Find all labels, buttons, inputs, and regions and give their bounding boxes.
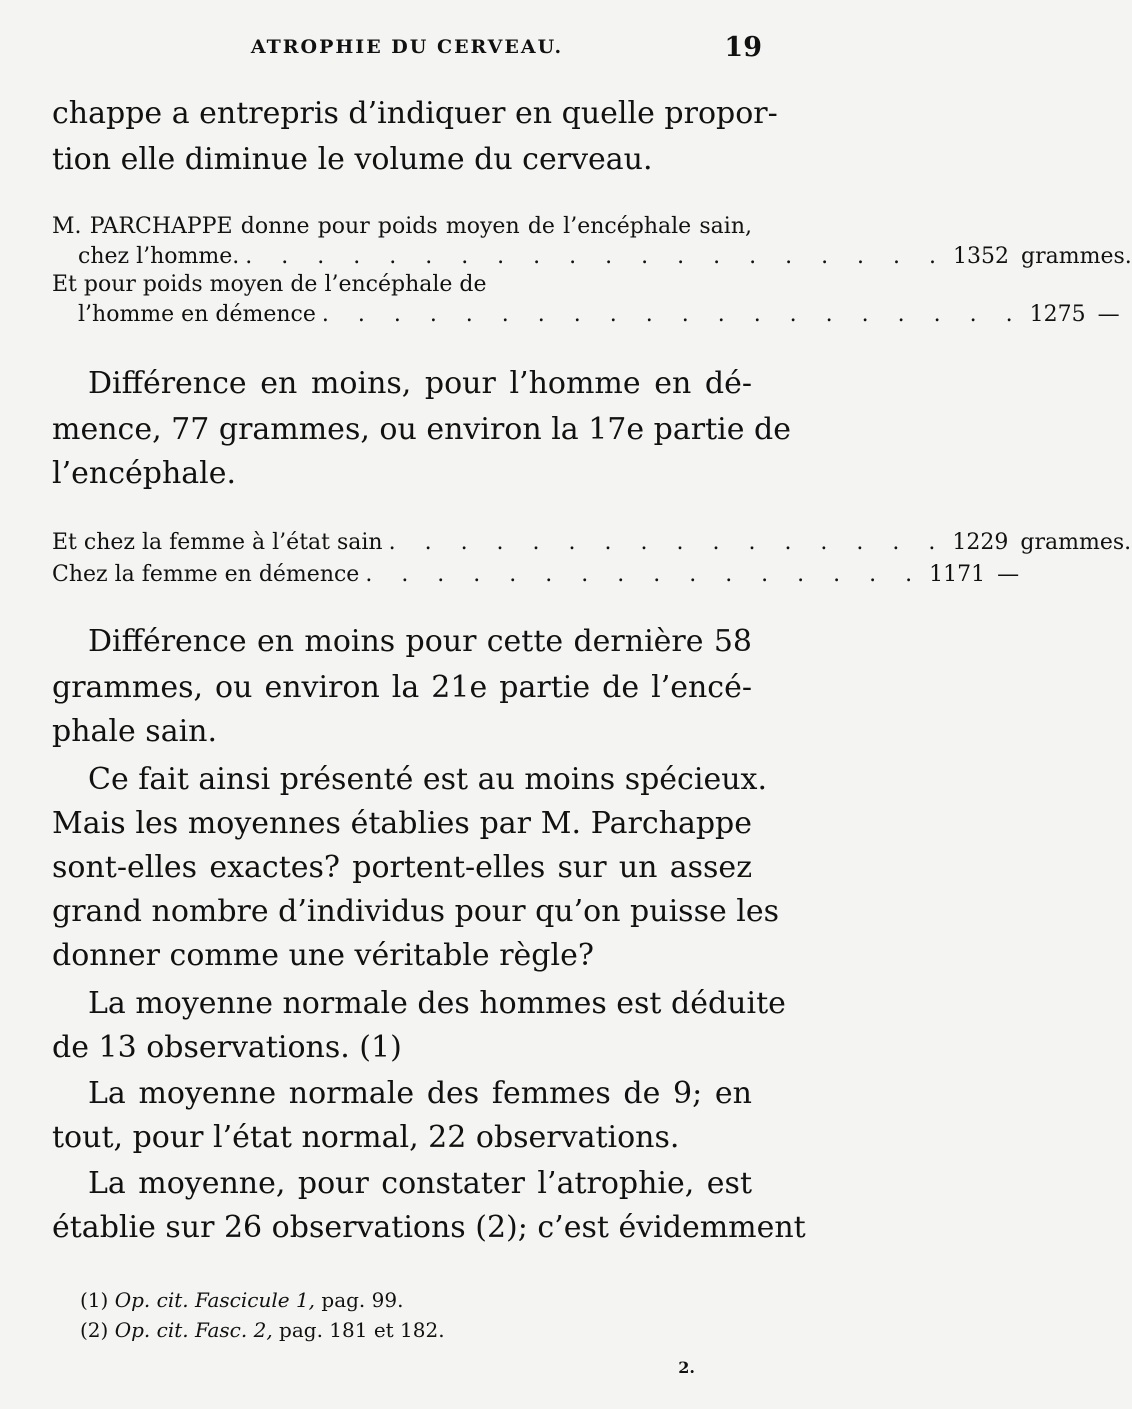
body-line: Différence en moins pour cette dernière 58 xyxy=(88,624,752,659)
footnote-rest: pag. 181 et 182. xyxy=(279,1318,445,1342)
row-label: l’homme en démence xyxy=(78,302,316,327)
footnote-work: Fasc. 2, xyxy=(194,1318,273,1342)
footnote-2 xyxy=(80,1318,445,1342)
body-line: tion elle diminue le volume du cerveau. xyxy=(52,142,653,177)
row-label: Chez la femme en démence xyxy=(52,562,360,587)
row-value: 1275 xyxy=(1029,302,1086,327)
table-row-men-demented xyxy=(78,302,1120,327)
running-title: ATROPHIE DU CERVEAU. xyxy=(250,36,564,58)
table-line: M. PARCHAPPE donne pour poids moyen de l’encéphale sain, xyxy=(52,214,752,239)
body-line: La moyenne normale des hommes est déduite xyxy=(88,986,786,1021)
body-line: La moyenne normale des femmes de 9; en xyxy=(88,1076,752,1111)
row-label: Et chez la femme à l’état sain xyxy=(52,530,383,555)
table-row-women-demented xyxy=(52,562,1020,587)
body-line: mence, 77 grammes, ou environ la 17e partie de xyxy=(52,412,792,447)
row-value: 1229 xyxy=(952,530,1009,555)
body-line: chappe a entrepris d’indiquer en quelle propor- xyxy=(52,96,778,131)
table-line: Et pour poids moyen de l’encéphale de xyxy=(52,272,487,297)
body-line: donner comme une véritable règle? xyxy=(52,938,594,973)
body-line: grand nombre d’individus pour qu’on puisse les xyxy=(52,894,780,929)
body-line: La moyenne, pour constater l’atrophie, est xyxy=(88,1166,752,1201)
footnote-mark: (2) xyxy=(80,1318,109,1342)
row-unit: grammes. xyxy=(1021,244,1132,269)
row-label: chez l’homme. xyxy=(78,244,240,269)
row-value: 1171 xyxy=(929,562,986,587)
footnote-mark: (1) xyxy=(80,1288,109,1312)
leader-dots: . . . . . . . . . . . . . . . . xyxy=(388,530,947,555)
leader-dots: . . . . . . . . . . . . . . . . . . . . xyxy=(321,302,1024,327)
row-unit: grammes. xyxy=(1020,530,1132,555)
footnote-ref: Op. cit. xyxy=(114,1288,189,1312)
body-line: tout, pour l’état normal, 22 observations. xyxy=(52,1120,680,1155)
footnote-ref: Op. cit. xyxy=(114,1318,189,1342)
signature-mark: 2. xyxy=(678,1358,695,1377)
body-line: grammes, ou environ la 21e partie de l’encé- xyxy=(52,670,752,705)
row-unit: — xyxy=(997,562,1020,587)
table-row-men-sane xyxy=(78,244,1132,269)
row-value: 1352 xyxy=(953,244,1010,269)
body-line: Différence en moins, pour l’homme en dé- xyxy=(88,366,752,401)
body-line: sont-elles exactes? portent-elles sur un assez xyxy=(52,850,752,885)
body-line: Mais les moyennes établies par M. Parchappe xyxy=(52,806,752,841)
body-line: établie sur 26 observations (2); c’est évidemment xyxy=(52,1210,806,1245)
leader-dots: . . . . . . . . . . . . . . . . . . . . xyxy=(245,244,948,269)
body-line: l’encéphale. xyxy=(52,456,237,491)
body-line: de 13 observations. (1) xyxy=(52,1030,402,1065)
footnote-rest: pag. 99. xyxy=(321,1288,404,1312)
leader-dots: . . . . . . . . . . . . . . . . xyxy=(365,562,924,587)
footnote-1 xyxy=(80,1288,403,1312)
table-row-women-sane xyxy=(52,530,1132,555)
row-unit: — xyxy=(1097,302,1120,327)
page-number: 19 xyxy=(724,32,762,63)
footnote-work: Fascicule 1, xyxy=(194,1288,316,1312)
body-line: phale sain. xyxy=(52,714,218,749)
page-header xyxy=(52,32,762,70)
body-line: Ce fait ainsi présenté est au moins spécieux. xyxy=(88,762,767,797)
